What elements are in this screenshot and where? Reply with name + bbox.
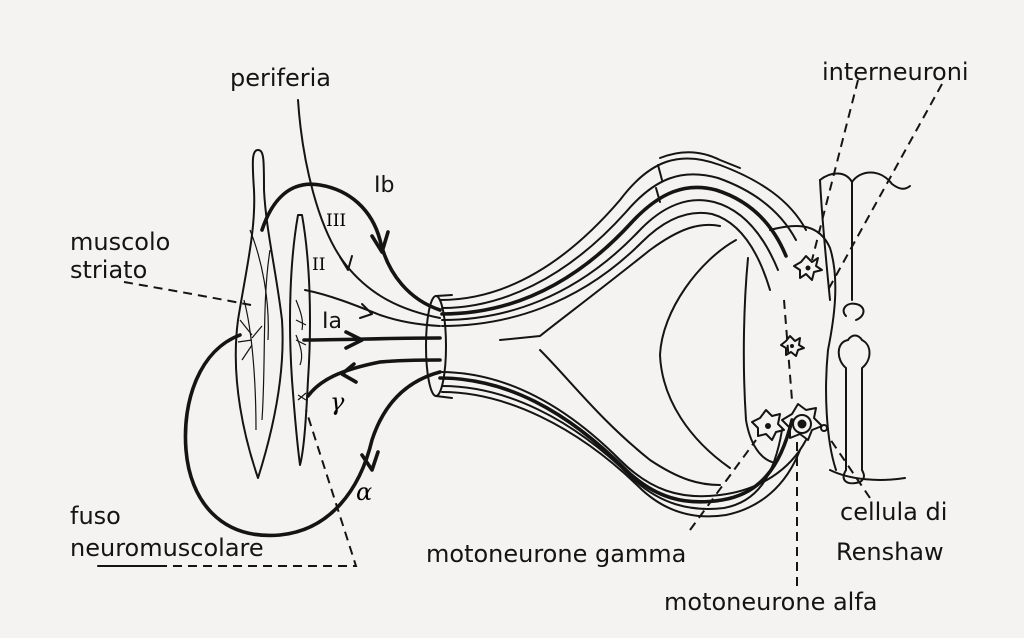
label-fiber-Ia: Ia: [322, 309, 342, 334]
label-fuso-line2: neuromuscolare: [70, 534, 264, 562]
label-periferia: periferia: [230, 64, 331, 92]
interneuron-upper: [794, 256, 822, 280]
ventral-root: [440, 350, 806, 516]
interneuroni-leader-2: [828, 84, 942, 290]
label-fiber-III: III: [326, 211, 347, 231]
fiber-Ib: [262, 184, 440, 310]
label-interneuroni: interneuroni: [822, 58, 969, 86]
label-fiber-II: II: [312, 255, 326, 275]
fiber-Ia: [304, 338, 440, 340]
label-renshaw-line1: cellula di: [840, 498, 948, 526]
label-fiber-Ib: Ib: [374, 173, 395, 198]
label-motoneurone-alfa: motoneurone alfa: [664, 588, 878, 616]
muscolo-leader: [124, 282, 256, 306]
dorsal-root: [440, 152, 806, 340]
interneuron-lower: [781, 336, 804, 356]
fiber-II-arrow: [360, 304, 372, 318]
periferia-fiber: [298, 100, 440, 318]
label-muscolo-line1: muscolo: [70, 228, 171, 256]
label-motoneurone-gamma: motoneurone gamma: [426, 540, 687, 568]
striated-muscle: [236, 150, 283, 478]
periferia-arrow: [340, 256, 352, 270]
gamma-leader: [690, 440, 756, 530]
spinal-cord: [660, 173, 910, 484]
renshaw-cell: [821, 425, 827, 431]
label-fuso-line1: fuso: [70, 502, 121, 530]
fiber-alpha: [185, 335, 440, 535]
label-fiber-gamma: γ: [330, 388, 345, 416]
label-fiber-alpha: α: [356, 478, 373, 506]
label-renshaw-line2: Renshaw: [836, 538, 944, 566]
gamma-motoneuron-cell: [752, 410, 784, 440]
label-muscolo-line2: striato: [70, 256, 148, 284]
